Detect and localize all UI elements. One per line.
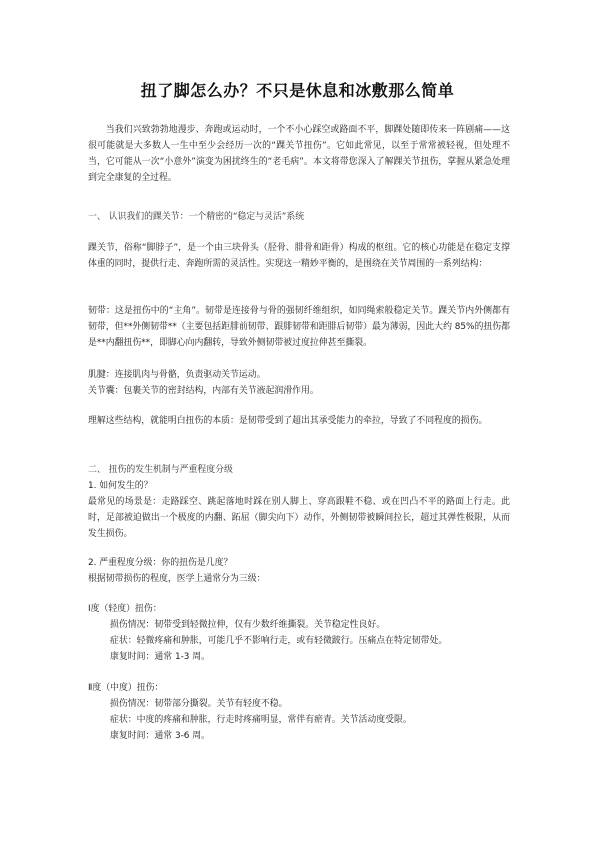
question1-paragraph: 最常见的场景是：走路踩空、跳起落地时踩在别人脚上、穿高跟鞋不稳、或在凹凸不平的路面上行走。此时，足部被迫做出一个极度的内翻、跖屈（脚尖向下）动作，外侧韧带被瞬间拉长，超过其弹性极限，从而发生损伤。 <box>88 497 510 539</box>
question2-heading: 2. 严重程度分级：你的扭伤是几度？ <box>88 558 233 568</box>
tendon-line: 肌腱：连接肌肉与骨骼，负责驱动关节运动。 <box>88 370 266 380</box>
intro-paragraph: 当我们兴致勃勃地漫步、奔跑或运动时，一个不小心踩空或路面不平，脚踝处随即传来一阵剧痛——这很可能就是大多数人一生中至少会经历一次的“踝关节扭伤”。它如此常见，以至于常常被轻视，但处理不当，它可能从一次“小意外”演变为困扰终生的“老毛病”。本文将带您深入了解踝关节扭伤，掌握从紧急处理到完全康复的全过程。 <box>88 125 510 183</box>
section2-heading: 二、 扭伤的发生机制与严重程度分级 <box>88 465 233 475</box>
section1-heading: 一、 认识我们的踝关节：一个精密的“稳定与灵活”系统 <box>88 212 305 222</box>
section1-paragraph: 踝关节，俗称“脚脖子”，是一个由三块骨头（胫骨、腓骨和距骨）构成的枢纽。它的核心功能是在稳定支撑体重的同时，提供行走、奔跑所需的灵活性。实现这一精妙平衡的，是围绕在关节周围的一系列结构： <box>88 243 510 269</box>
grade1-label: Ⅰ度（轻度）扭伤： <box>88 604 162 614</box>
question1-heading: 1. 如何发生的？ <box>88 481 153 491</box>
grade2-label: Ⅱ度（中度）扭伤： <box>88 683 164 693</box>
grade1-injury: 损伤情况：韧带受到轻微拉伸，仅有少数纤维撕裂。关节稳定性良好。 <box>110 620 386 630</box>
question2-paragraph: 根据韧带损伤的程度，医学上通常分为三级： <box>88 574 266 584</box>
capsule-line: 关节囊：包裹关节的密封结构，内部有关节液起润滑作用。 <box>88 386 319 396</box>
grade2-injury: 损伤情况：韧带部分撕裂。关节有轻度不稳。 <box>110 699 288 709</box>
grade2-recovery: 康复时间：通常 3-6 周。 <box>110 731 211 741</box>
grade2-symptom: 症状：中度的疼痛和肿胀，行走时疼痛明显，常伴有瘀青。关节活动度受限。 <box>110 715 412 725</box>
ligament-paragraph: 韧带：这是扭伤中的“主角”。韧带是连接骨与骨的强韧纤维组织，如同绳索般稳定关节。踝关节内外侧都有韧带，但**外侧韧带**（主要包括距腓前韧带、跟腓韧带和距腓后韧带）最为薄弱，因此大约 85%的扭伤都是**内翻扭伤**，即脚心向内翻转，导致外侧韧带被过度拉伸甚至撕裂。 <box>88 306 510 348</box>
grade1-symptom: 症状：轻微疼痛和肿胀，可能几乎不影响行走，或有轻微跛行。压痛点在特定韧带处。 <box>110 636 448 646</box>
summary-paragraph: 理解这些结构，就能明白扭伤的本质：是韧带受到了超出其承受能力的牵拉，导致了不同程度的损伤。 <box>88 416 488 426</box>
grade1-recovery: 康复时间：通常 1-3 周。 <box>110 652 211 662</box>
page-title: 扭了脚怎么办？不只是休息和冰敷那么简单 <box>140 81 455 100</box>
